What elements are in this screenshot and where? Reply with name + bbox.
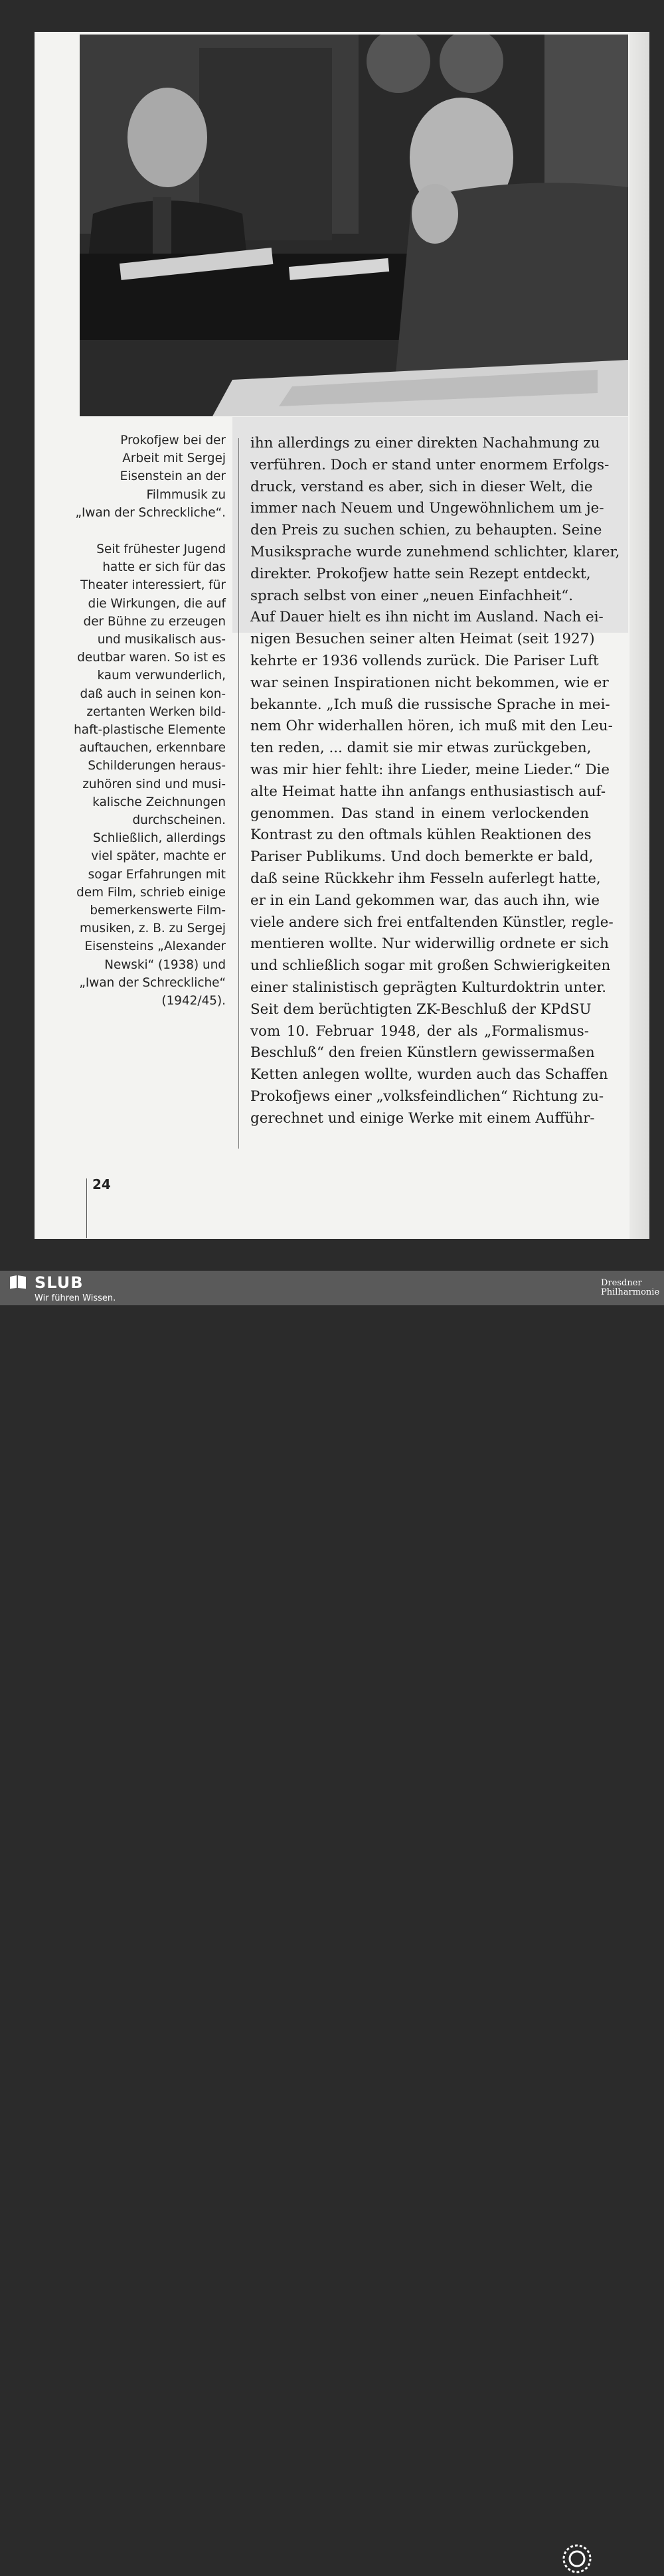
main-line: Kontrast zu den oftmals kühlen Reaktionen des [250,827,592,844]
sidebar-line: auftauchen, erkennbare [79,741,226,756]
sidebar-line: bemerkenswerte Film- [90,904,226,918]
main-line: er in ein Land gekommen war, das auch ihn, wie [250,892,600,909]
main-line: gerechnet und einige Werke mit einem Aufführ- [250,1109,595,1127]
main-line: mentieren wollte. Nur widerwillig ordnete er sich [250,935,609,953]
sidebar-line: musiken, z. B. zu Sergej [79,922,226,936]
sidebar-line: Schließlich, allerdings [93,831,226,846]
sidebar-line: Seit frühester Jugend [96,542,226,557]
photo-prokofiev-eisenstein [80,35,628,416]
page-edge [629,32,649,1239]
main-line: Musiksprache wurde zunehmend schlichter, klarer, [250,543,620,560]
sidebar-line: kaum verwunderlich, [97,669,226,683]
sidebar-line: daß auch in seinen kon- [80,686,226,701]
photo-caption [66,432,226,522]
main-line: Prokofjews einer „volksfeindlichen“ Richtung zu- [250,1087,604,1105]
main-line: Ketten anlegen wollte, wurden auch das Schaffen [250,1066,608,1084]
caption-line: „Iwan der Schreckliche“. [75,505,226,520]
main-line: kehrte er 1936 vollends zurück. Die Pariser Luft [250,652,599,669]
main-line: druck, verstand es aber, sich in dieser Welt, die [250,478,593,495]
main-line: daß seine Rückkehr ihm Fesseln auferlegt hatte, [250,870,601,887]
page-number: 24 [92,1176,111,1192]
caption-line: Prokofjew bei der [120,434,226,447]
sidebar-line: die Wirkungen, die auf [88,596,226,611]
main-line: immer nach Neuem und Ungewöhnlichem um je- [250,500,604,517]
main-line: den Preis zu suchen schien, zu behaupten. Seine [250,522,602,539]
main-line: Seit dem berüchtigten ZK-Beschluß der KPdSU [250,1001,592,1018]
main-line: genommen. Das stand in einem verlockenden [250,805,589,822]
main-line: nigen Besuchen seiner alten Heimat (seit 1927) [250,631,595,648]
sidebar-line: der Bühne zu erzeugen [83,614,226,629]
main-line: direkter. Prokofjew hatte sein Rezept entdeckt, [250,565,591,582]
sidebar-line: Schilderungen heraus- [88,759,226,773]
main-line: verführen. Doch er stand unter enormem Erfolgs- [250,456,610,473]
sidebar-line: Newski“ (1938) und [104,957,226,972]
partner-name-line2: Philharmonie [601,1287,660,1297]
main-line: einer stalinistisch geprägten Kulturdoktrin unter. [250,979,607,996]
main-line: sprach selbst von einer „neuen Einfachheit“. [250,587,574,604]
sidebar-line: zertanten Werken bild- [86,704,226,719]
main-line: was mir hier fehlt: ihre Lieder, meine Lieder.“ Die [250,761,610,778]
caption-line: Filmmusik zu [146,487,226,502]
main-text-column [250,433,620,1130]
main-line: war seinen Inspirationen nicht bekommen, wie er [250,674,609,691]
main-line: vom 10. Februar 1948, der als „Formalismus- [250,1022,589,1040]
photo-illustration [80,35,628,416]
sidebar-line: (1942/45). [161,994,226,1008]
main-line: und schließlich sogar mit großen Schwierigkeiten [250,957,611,975]
sidebar-line: haft-plastische Elemente [74,723,226,738]
caption-line: Eisenstein an der [120,469,226,484]
sidebar-line: Theater interessiert, für [80,578,226,593]
main-line: nem Ohr widerhallen hören, ich muß mit den Leu- [250,718,613,735]
sidebar-line: sogar Erfahrungen mit [88,867,226,882]
slub-tagline: Wir führen Wissen. [35,1293,116,1303]
sidebar-line: und musikalisch aus- [97,633,226,647]
sidebar [66,432,226,1010]
sidebar-line: durchscheinen. [132,813,226,828]
main-line: bekannte. „Ich muß die russische Sprache in mei- [250,696,610,713]
book-icon [9,1275,27,1289]
philharmonie-logo-icon [559,2541,595,2576]
main-line: ihn allerdings zu einer direkten Nachahmung zu [250,435,600,451]
sidebar-line: kalische Zeichnungen [92,795,226,809]
slub-name: SLUB [35,1273,84,1292]
main-line: Auf Dauer hielt es ihn nicht im Ausland. Nach ei- [250,609,604,626]
main-line: viele andere sich frei entfaltenden Künstler, regle- [250,914,614,931]
main-line: Pariser Publikums. Und doch bemerkte er bald, [250,848,594,866]
main-line: ten reden, ... damit sie mir etwas zurückgeben, [250,740,592,757]
main-line: Beschluß“ den freien Künstlern gewissermaßen [250,1044,595,1062]
partner-name-line1: Dresdner [601,1278,642,1288]
column-divider [238,438,239,1149]
sidebar-line: zuhören sind und musi- [82,777,226,791]
sidebar-line: „Iwan der Schreckliche“ [79,975,226,990]
sidebar-line: hatte er sich für das [102,560,226,575]
sidebar-paragraph [66,540,226,1010]
sidebar-line: viel später, machte er [91,849,226,864]
caption-gap [66,522,226,540]
caption-line: Arbeit mit Sergej [122,451,226,466]
page-number-rule [86,1178,87,1238]
main-line: alte Heimat hatte ihn anfangs enthusiastisch auf- [250,783,606,800]
sidebar-line: deutbar waren. So ist es [77,651,226,665]
partner-name [601,1279,659,1297]
sidebar-line: dem Film, schrieb einige [76,885,226,900]
sidebar-line: Eisensteins „Alexander [84,939,226,954]
